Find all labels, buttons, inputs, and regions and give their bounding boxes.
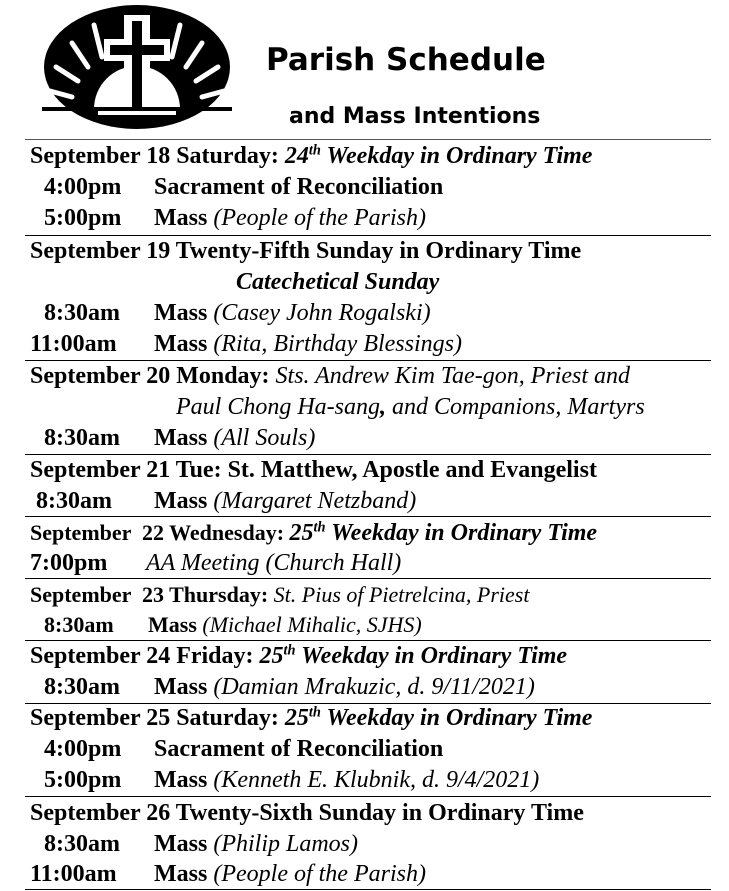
- item-label: Mass: [154, 488, 208, 514]
- feast-continuation: [176, 392, 645, 422]
- feast-name: 25th Weekday in Ordinary Time: [259, 642, 568, 669]
- item-label: Mass: [154, 205, 208, 231]
- entry-heading: [30, 141, 592, 171]
- item-label: Mass: [154, 674, 208, 700]
- item-label: Mass: [154, 331, 208, 357]
- entry-date: September 21 Tue: St. Matthew, Apostle and Evangelist: [30, 457, 597, 483]
- entry-heading: [30, 518, 597, 548]
- entry-date: September 19 Twenty-Fifth Sunday in Ordinary Time: [30, 238, 582, 264]
- entry-date: September 22 Wednesday:: [30, 520, 285, 545]
- entry-date: September 23 Thursday:: [30, 582, 269, 607]
- feast-text: Paul Chong Ha-sang: [176, 394, 380, 420]
- divider: [25, 578, 711, 579]
- item-time: 5:00pm: [44, 205, 122, 231]
- feast-name: 25th Weekday in Ordinary Time: [289, 519, 598, 546]
- item-time: 4:00pm: [44, 736, 122, 762]
- schedule-item: [44, 734, 443, 764]
- item-time: 4:00pm: [44, 174, 122, 200]
- feast-name: Sts. Andrew Kim Tae-gon, Priest and: [275, 363, 631, 389]
- entry-date: September 20 Monday:: [30, 363, 270, 389]
- item-time: 8:30am: [44, 612, 114, 637]
- feast-comma: ,: [380, 394, 386, 420]
- divider: [25, 516, 711, 517]
- item-intention: (Philip Lamos): [213, 831, 359, 857]
- item-time: 8:30am: [44, 425, 120, 451]
- entry-heading: [30, 580, 529, 610]
- divider: [25, 139, 711, 140]
- entry-date: September 25 Saturday:: [30, 705, 279, 731]
- item-time: 11:00am: [30, 861, 117, 887]
- item-label: Sacrament of Reconciliation: [154, 174, 444, 200]
- item-time: 8:30am: [36, 488, 112, 514]
- item-intention: AA Meeting (Church Hall): [146, 550, 402, 576]
- item-time: 8:30am: [44, 831, 120, 857]
- item-intention: (All Souls): [213, 425, 316, 451]
- divider: [25, 889, 711, 890]
- item-label: Mass: [154, 767, 208, 793]
- entry-date: September 24 Friday:: [30, 643, 254, 669]
- schedule-item: [44, 672, 535, 702]
- item-intention: (Rita, Birthday Blessings): [213, 331, 462, 357]
- item-intention: (People of the Parish): [213, 861, 426, 887]
- item-intention: (Casey John Rogalski): [213, 300, 431, 326]
- item-time: 5:00pm: [44, 767, 122, 793]
- schedule-item: [44, 298, 431, 328]
- entry-subheading: [236, 267, 439, 297]
- item-intention: (Damian Mrakuzic, d. 9/11/2021): [213, 674, 535, 700]
- schedule-item: [44, 423, 315, 453]
- item-label: Mass: [154, 425, 208, 451]
- item-intention: (Margaret Netzband): [213, 488, 417, 514]
- entry-heading: [30, 361, 630, 391]
- entry-heading: [30, 236, 581, 266]
- schedule-item: [30, 329, 462, 359]
- schedule-item: [36, 486, 416, 516]
- item-label: Mass: [148, 612, 197, 637]
- entry-heading: [30, 798, 584, 828]
- schedule-item: [44, 765, 539, 795]
- page-subtitle: and Mass Intentions: [289, 104, 541, 129]
- feast-name: 25th Weekday in Ordinary Time: [284, 704, 593, 731]
- item-time: 8:30am: [44, 300, 120, 326]
- cross-sunburst-logo: [42, 3, 232, 131]
- feast-name: 24th Weekday in Ordinary Time: [284, 142, 593, 169]
- entry-date: September 26 Twenty-Sixth Sunday in Ordinary Time: [30, 800, 584, 826]
- schedule-item: [44, 203, 426, 233]
- schedule-item: [44, 610, 422, 640]
- item-time: 8:30am: [44, 674, 120, 700]
- entry-heading: [30, 703, 592, 733]
- item-label: Mass: [154, 831, 208, 857]
- item-time: 11:00am: [30, 331, 117, 357]
- item-time: 7:00pm: [30, 550, 108, 576]
- item-intention: (Michael Mihalic, SJHS): [202, 612, 422, 637]
- page-title: Parish Schedule: [266, 42, 546, 78]
- schedule-item: [30, 548, 401, 578]
- entry-heading: [30, 641, 567, 671]
- item-intention: (People of the Parish): [213, 205, 426, 231]
- item-label: Mass: [154, 861, 208, 887]
- entry-heading: [30, 455, 597, 485]
- item-label: Mass: [154, 300, 208, 326]
- feast-name: St. Pius of Pietrelcina, Priest: [273, 582, 530, 607]
- divider: [25, 796, 711, 797]
- entry-date: September 18 Saturday:: [30, 143, 279, 169]
- item-label: Sacrament of Reconciliation: [154, 736, 444, 762]
- feast-text: and Companions, Martyrs: [386, 394, 645, 420]
- item-intention: (Kenneth E. Klubnik, d. 9/4/2021): [213, 767, 540, 793]
- schedule-item: [44, 172, 443, 202]
- schedule-item: [30, 859, 426, 889]
- schedule-item: [44, 829, 358, 859]
- subheading-text: Catechetical Sunday: [236, 269, 440, 295]
